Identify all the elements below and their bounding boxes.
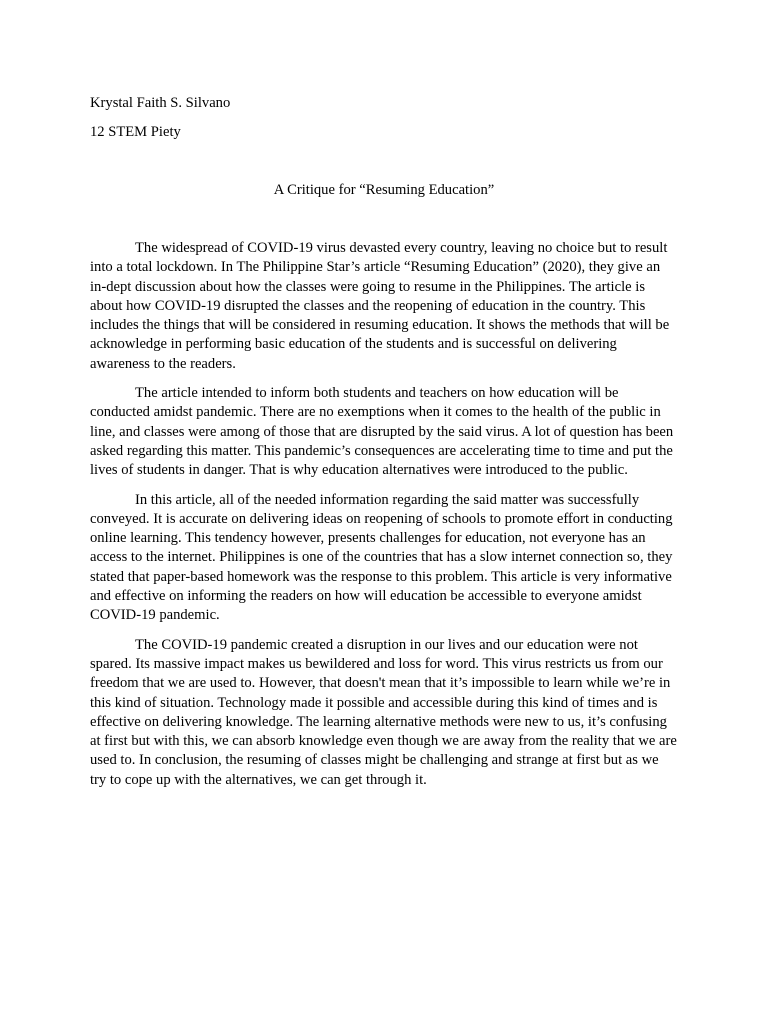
paragraph-4: The COVID-19 pandemic created a disruption in our lives and our education were not spared. Its massive impact makes us bewildered and loss for word. This virus restricts us from our freedom that we are used to. However, that doesn't mean that it’s impossible to learn while we’re in this kind of situation. Technology made it possible and accessible during this kind of times and is effective on delivering knowledge. The learning alternative methods were new to us, it’s confusing at first but with this, we can absorb knowledge even though we are away from the reality that we are used to. In conclusion, the resuming of classes might be challenging and strange at first but as we try to cope up with the alternatives, we can get through it. (90, 636, 677, 788)
paragraph-3: In this article, all of the needed information regarding the said matter was successfully conveyed. It is accurate on delivering ideas on reopening of schools to promote effort in conducting online learning. This tendency however, presents challenges for education, not everyone has an access to the internet. Philippines is one of the countries that has a slow internet connection so, they stated that paper-based homework was the response to this problem. This article is very informative and effective on informing the readers on how will education be accessible to everyone amidst COVID-19 pandemic. (90, 491, 673, 624)
document-content (90, 94, 678, 800)
author-name: Krystal Faith S. Silvano (90, 95, 231, 111)
class-section: 12 STEM Piety (90, 124, 181, 140)
body-text (90, 239, 678, 790)
document-title: A Critique for “Resuming Education” (273, 182, 495, 198)
paragraph-1: The widespread of COVID-19 virus devasted every country, leaving no choice but to result into a total lockdown. In The Philippine Star’s article “Resuming Education” (2020), they give an in-dept discussion about how the classes were going to resume in the Philippines. The article is about how COVID-19 disrupted the classes and the reopening of education in the country. This includes the things that will be considered in resuming education. It shows the methods that will be acknowledge in performing basic education of the students and is successful on delivering awareness to the readers. (90, 240, 670, 372)
paragraph-2: The article intended to inform both students and teachers on how education will be conducted amidst pandemic. There are no exemptions when it comes to the health of the public in line, and classes were among of those that are disrupted by the said virus. A lot of question has been asked regarding this matter. This pandemic’s consequences are accelerating time to time and put the lives of students in danger. That is why education alternatives were introduced to the public. (90, 385, 674, 479)
